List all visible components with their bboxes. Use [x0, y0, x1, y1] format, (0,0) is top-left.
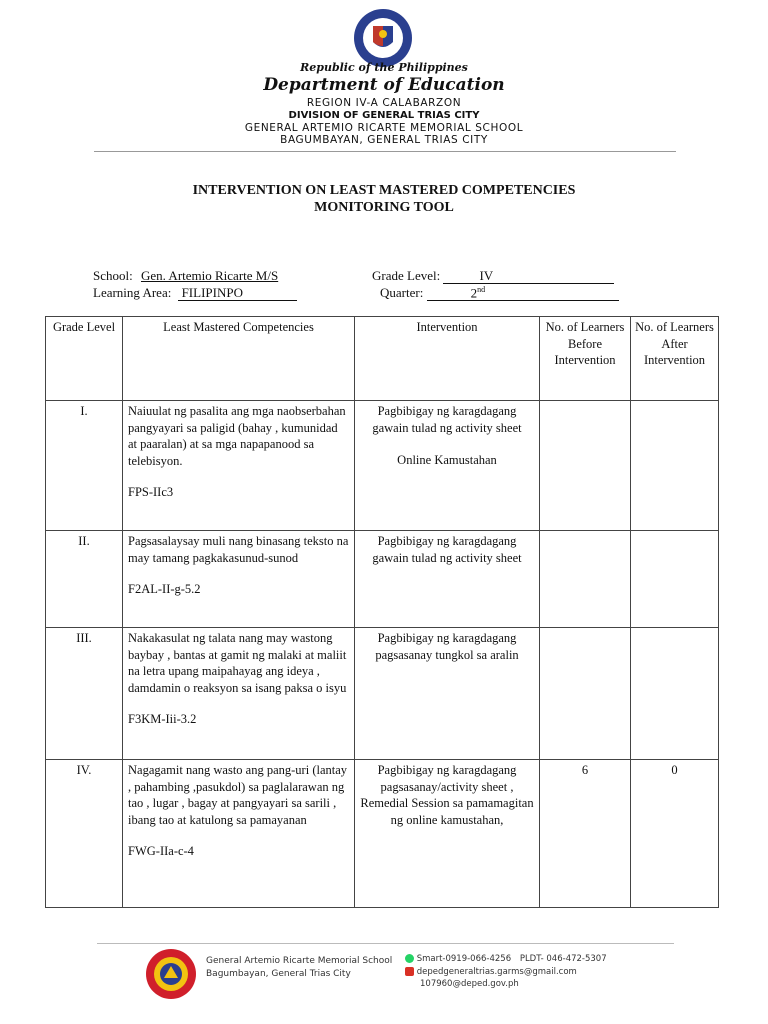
row-learners-before: [540, 628, 631, 760]
footer-email-line: [405, 967, 577, 977]
deped-seal-logo: [353, 8, 413, 68]
table-row: [46, 401, 719, 531]
learning-area-field: [93, 285, 297, 301]
row-learners-after: [631, 401, 719, 531]
row-competency: Naiuulat ng pasalita ang mga naobserbahan pangyayari sa paligid (bahay , kumunidad at paaralan) at sa mga napapanood sa telebisyon. FPS-IIc3: [123, 401, 355, 531]
footer-school-name: General Artemio Ricarte Memorial School: [206, 956, 393, 966]
learning-area-value: FILIPINPO: [181, 285, 243, 300]
quarter-label: Quarter:: [380, 285, 424, 300]
competencies-table: [45, 316, 719, 908]
header-divider: [94, 151, 676, 152]
table-row: [46, 760, 719, 908]
row-grade: IV.: [46, 760, 123, 908]
competency-code: F2AL-II-g-5.2: [128, 582, 201, 597]
quarter-blank: [427, 284, 619, 301]
header-learners-before: No. of Learners Before Intervention: [540, 317, 631, 401]
footer-smart: Smart-0919-066-4256: [416, 954, 512, 964]
footer-address: Bagumbayan, General Trias City: [206, 969, 351, 979]
row-learners-before: [540, 531, 631, 628]
competency-code: F3KM-Iii-3.2: [128, 712, 197, 727]
footer-email2: 107960@deped.gov.ph: [420, 979, 519, 989]
learning-area-label: Learning Area:: [93, 285, 172, 300]
row-intervention: Pagbibigay ng karagdagang gawain tulad ng activity sheet Online Kamustahan: [355, 401, 540, 531]
row-learners-after: [631, 628, 719, 760]
header-grade-level: Grade Level: [46, 317, 123, 401]
footer-phone-line: [405, 954, 607, 964]
grade-level-field: [372, 268, 614, 284]
row-grade: I.: [46, 401, 123, 531]
row-intervention: Pagbibigay ng karagdagang gawain tulad ng activity sheet: [355, 531, 540, 628]
quarter-field: [380, 285, 619, 301]
grade-level-value: IV: [479, 268, 494, 283]
division-label: DIVISION OF GENERAL TRIAS CITY: [288, 110, 480, 121]
intervention-secondary: Online Kamustahan: [397, 453, 497, 468]
row-learners-after: [631, 531, 719, 628]
document-subtitle: MONITORING TOOL: [314, 200, 454, 215]
republic-label: Republic of the Philippines: [300, 61, 468, 74]
quarter-value: 2nd: [470, 284, 486, 300]
whatsapp-icon: [405, 954, 414, 963]
row-competency: Nagagamit nang wasto ang pang-uri (lantay , pahambing ,pasukdol) sa paglalarawan ng tao , lugar , bagay at pangyayari sa sarili , ibang tao at katulong sa pamayanan FWG-IIa-c-4: [123, 760, 355, 908]
footer-divider: [97, 943, 674, 944]
row-competency: Nakakasulat ng talata nang may wastong baybay , bantas at gamit ng malaki at maliit na letra upang maipahayag ang ideya , damdamin o reaksyon sa isang paksa o isyu F3KM-Iii-3.2: [123, 628, 355, 760]
gmail-icon: [405, 967, 414, 976]
row-competency: Pagsasalaysay muli nang binasang teksto na may tamang pagkakasunud-sunod F2AL-II-g-5.2: [123, 531, 355, 628]
school-value: Gen. Artemio Ricarte M/S: [140, 268, 279, 283]
table-row: [46, 531, 719, 628]
grade-level-label: Grade Level:: [372, 268, 441, 283]
header-competencies: Least Mastered Competencies: [123, 317, 355, 401]
document-title: INTERVENTION ON LEAST MASTERED COMPETENCIES: [192, 183, 576, 198]
row-learners-before: [540, 401, 631, 531]
row-intervention: Pagbibigay ng karagdagang pagsasanay/activity sheet , Remedial Session sa pamamagitan ng online kamustahan,: [355, 760, 540, 908]
learning-area-blank: [178, 287, 297, 301]
row-grade: II.: [46, 531, 123, 628]
school-label: School:: [93, 268, 133, 283]
competency-code: FWG-IIa-c-4: [128, 844, 194, 859]
school-field: [93, 268, 278, 284]
school-name-header: GENERAL ARTEMIO RICARTE MEMORIAL SCHOOL: [244, 122, 524, 134]
header-intervention: Intervention: [355, 317, 540, 401]
row-learners-before: 6: [540, 760, 631, 908]
row-learners-after: 0: [631, 760, 719, 908]
grade-level-blank: [443, 270, 614, 284]
school-address-header: BAGUMBAYAN, GENERAL TRIAS CITY: [280, 134, 488, 146]
footer-pldt: PLDT- 046-472-5307: [519, 954, 607, 964]
table-header-row: [46, 317, 719, 401]
competency-code: FPS-IIc3: [128, 485, 174, 500]
footer-email1: depedgeneraltrias.garms@gmail.com: [416, 967, 577, 977]
header-learners-after: No. of Learners After Intervention: [631, 317, 719, 401]
department-name: Department of Education: [263, 75, 505, 95]
row-intervention: Pagbibigay ng karagdagang pagsasanay tungkol sa aralin: [355, 628, 540, 760]
row-grade: III.: [46, 628, 123, 760]
table-row: [46, 628, 719, 760]
school-logo: [145, 948, 197, 1000]
region-label: REGION IV-A CALABARZON: [306, 97, 462, 109]
